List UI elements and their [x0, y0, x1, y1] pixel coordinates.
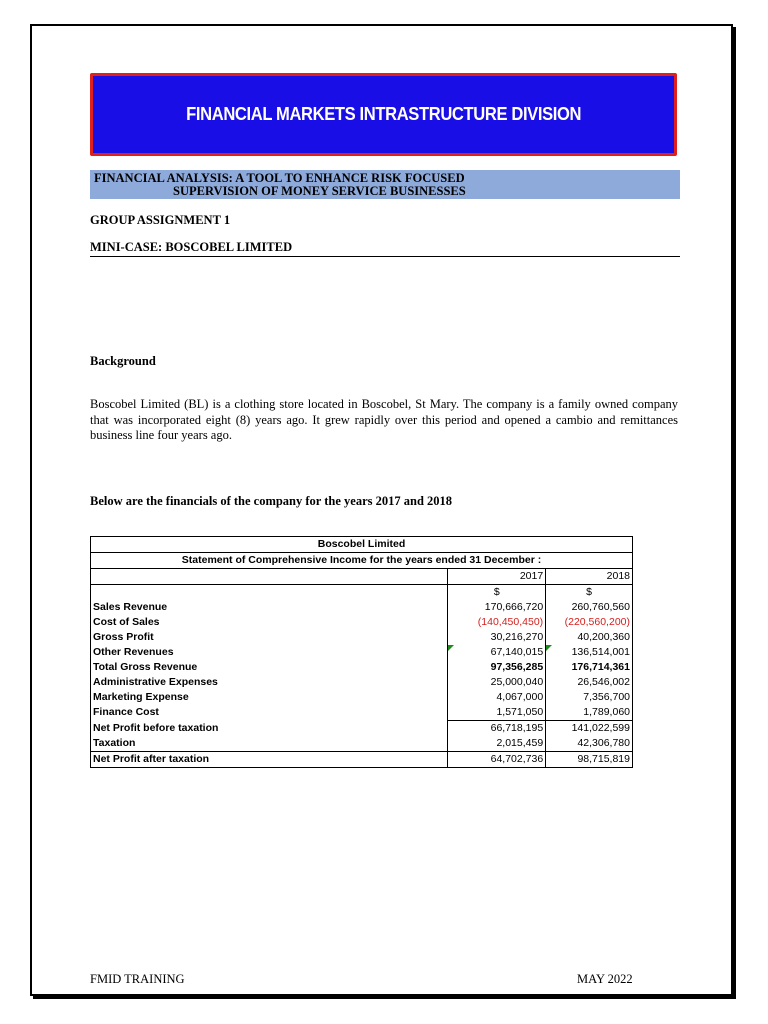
value-2018: 26,546,002: [546, 675, 633, 690]
row-label: Gross Profit: [91, 630, 448, 645]
year-header-blank: [91, 569, 448, 585]
row-label: Total Gross Revenue: [91, 660, 448, 675]
table-company-name: Boscobel Limited: [91, 537, 633, 553]
table-row: [91, 736, 633, 752]
background-heading: Background: [90, 354, 156, 368]
document-title-box: [90, 170, 680, 199]
document-title-line-1: FINANCIAL ANALYSIS: A TOOL TO ENHANCE RISK FOCUSED: [94, 171, 465, 185]
value-2017: 1,571,050: [448, 705, 546, 721]
value-2017: (140,450,450): [448, 615, 546, 630]
value-2018: [546, 645, 633, 660]
table-row: [91, 690, 633, 705]
financials-intro: Below are the financials of the company for the years 2017 and 2018: [90, 494, 453, 508]
heading-divider: [90, 256, 680, 257]
mini-case-heading: MINI-CASE: BOSCOBEL LIMITED: [90, 240, 293, 254]
row-label: Net Profit after taxation: [91, 752, 448, 768]
value-2018: 141,022,599: [546, 721, 633, 737]
year-header-2017: 2017: [448, 569, 546, 585]
table-row: [91, 752, 633, 768]
cell-note-indicator-icon: [546, 645, 552, 651]
footer-date: MAY 2022: [577, 972, 633, 986]
cell-note-indicator-icon: [448, 645, 454, 651]
row-label: Taxation: [91, 736, 448, 752]
value-2017: 30,216,270: [448, 630, 546, 645]
value-2018: (220,560,200): [546, 615, 633, 630]
value-2018-text: 136,514,001: [571, 646, 630, 658]
value-2018: 98,715,819: [546, 752, 633, 768]
value-2017: 2,015,459: [448, 736, 546, 752]
value-2018: 1,789,060: [546, 705, 633, 721]
income-statement-table: [90, 536, 633, 768]
value-2018: 42,306,780: [546, 736, 633, 752]
currency-2017: $: [448, 585, 546, 601]
row-label: Administrative Expenses: [91, 675, 448, 690]
value-2017: 97,356,285: [448, 660, 546, 675]
document-title-line-2: SUPERVISION OF MONEY SERVICE BUSINESSES: [173, 184, 466, 198]
table-row: [91, 600, 633, 615]
table-row: [91, 630, 633, 645]
row-label: Other Revenues: [91, 645, 448, 660]
background-paragraph: Boscobel Limited (BL) is a clothing store located in Boscobel, St Mary. The company is a family owned company that was incorporated eight (8) years ago. It grew rapidly over this period and opened a cambio and remittances business line four years ago.: [90, 397, 678, 442]
value-2018: 40,200,360: [546, 630, 633, 645]
banner-title: FINANCIAL MARKETS INTRASTRUCTURE DIVISION: [186, 104, 581, 124]
table-row: [91, 675, 633, 690]
value-2017: [448, 645, 546, 660]
division-banner: [90, 73, 677, 156]
table-row: [91, 645, 633, 660]
currency-2018: $: [546, 585, 633, 601]
group-assignment-heading: GROUP ASSIGNMENT 1: [90, 213, 231, 227]
value-2017: 25,000,040: [448, 675, 546, 690]
value-2017-text: 67,140,015: [490, 646, 544, 658]
row-label: Finance Cost: [91, 705, 448, 721]
value-2018: 176,714,361: [546, 660, 633, 675]
table-row: [91, 721, 633, 737]
value-2018: 7,356,700: [546, 690, 633, 705]
row-label: Cost of Sales: [91, 615, 448, 630]
footer-training-label: FMID TRAINING: [90, 972, 185, 986]
value-2017: 4,067,000: [448, 690, 546, 705]
table-statement-title: Statement of Comprehensive Income for the years ended 31 December :: [91, 553, 633, 569]
value-2018: 260,760,560: [546, 600, 633, 615]
table-row: [91, 660, 633, 675]
value-2017: 64,702,736: [448, 752, 546, 768]
currency-row-blank: [91, 585, 448, 601]
value-2017: 66,718,195: [448, 721, 546, 737]
value-2017: 170,666,720: [448, 600, 546, 615]
row-label: Net Profit before taxation: [91, 721, 448, 737]
row-label: Marketing Expense: [91, 690, 448, 705]
table-row: [91, 705, 633, 721]
row-label: Sales Revenue: [91, 600, 448, 615]
year-header-2018: 2018: [546, 569, 633, 585]
table-row: [91, 615, 633, 630]
